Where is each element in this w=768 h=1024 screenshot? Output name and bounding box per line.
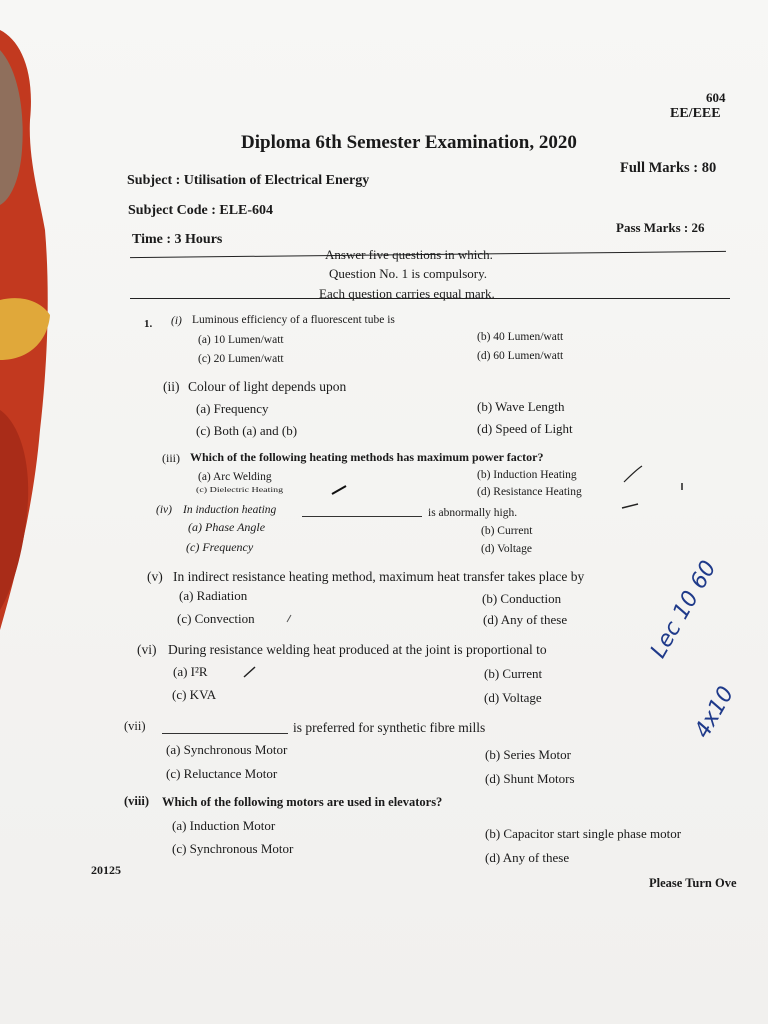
option-d: (d) Resistance Heating: [477, 486, 582, 498]
subq-text: is preferred for synthetic fibre mills: [293, 720, 486, 735]
option-c: (c) Frequency: [186, 540, 254, 554]
option-c: (c) Reluctance Motor: [166, 766, 278, 781]
option-d: (d) Any of these: [483, 612, 568, 627]
subq-text: During resistance welding heat produced at the joint is proportional to: [168, 642, 547, 657]
handwriting-line-2: 4x10: [690, 682, 740, 743]
option-d: (d) Any of these: [485, 850, 570, 865]
pen-tick-mark: [242, 664, 258, 680]
pass-marks: Pass Marks : 26: [616, 220, 705, 235]
option-c: (c) Convection: [177, 611, 255, 626]
pen-tick-mark: [330, 484, 350, 496]
option-d: (d) Speed of Light: [477, 421, 573, 436]
option-a: (a) Induction Motor: [172, 818, 276, 833]
option-c: (c) Synchronous Motor: [172, 841, 294, 856]
option-c: (c) Dielectric Heating: [196, 486, 284, 495]
instruction-rule: [130, 298, 730, 299]
option-b: (b) Current: [484, 666, 543, 681]
option-c: (c) KVA: [172, 687, 217, 702]
subq-num: (i): [171, 315, 182, 327]
subq-num: (ii): [163, 379, 180, 394]
subject-line: Subject : Utilisation of Electrical Energy: [127, 173, 370, 188]
option-c: (c) Both (a) and (b): [196, 423, 298, 438]
option-b: (b) Conduction: [482, 591, 562, 606]
paper-code-top: 604: [706, 90, 726, 105]
option-c: (c) 20 Lumen/watt: [198, 353, 284, 365]
branch-code: EE/EEE: [670, 106, 721, 121]
subq-text: Which of the following heating methods has maximum power factor?: [190, 450, 544, 464]
subq-text: Colour of light depends upon: [188, 379, 347, 394]
full-marks: Full Marks : 80: [620, 160, 717, 176]
subq-text: Which of the following motors are used in elevators?: [162, 795, 443, 809]
subq-num: (iii): [162, 451, 180, 465]
option-a: (a) Arc Welding: [198, 471, 272, 483]
paper-code-footer: 20125: [91, 863, 121, 877]
option-d: (d) Voltage: [484, 690, 542, 705]
pen-tick-mark: [620, 500, 642, 512]
pen-tick-mark: [284, 612, 294, 624]
option-a: (a) I²R: [173, 664, 208, 679]
subq-num: (viii): [124, 794, 149, 808]
blank-line: [162, 733, 288, 734]
subq-num: (iv): [156, 504, 172, 516]
subq-num: (vi): [137, 642, 157, 657]
exam-title: Diploma 6th Semester Examination, 2020: [241, 132, 577, 153]
option-b: (b) Induction Heating: [477, 469, 577, 481]
option-b: (b) Current: [481, 525, 533, 537]
option-b: (b) Series Motor: [485, 747, 571, 762]
handwritten-note: [640, 556, 760, 760]
subq-text-end: is abnormally high.: [428, 507, 518, 519]
background-cloth: [0, 30, 54, 630]
subq-text: Luminous efficiency of a fluorescent tube is: [192, 314, 395, 326]
option-a: (a) Radiation: [179, 588, 248, 603]
subq-text: In indirect resistance heating method, maximum heat transfer takes place by: [173, 569, 585, 584]
pen-tick-mark: [622, 464, 644, 484]
pen-dot-mark: [678, 482, 686, 492]
option-a: (a) Synchronous Motor: [166, 742, 288, 757]
option-b: (b) Wave Length: [477, 399, 565, 414]
instruction-line-3: Each question carries equal mark.: [319, 286, 495, 301]
option-d: (d) 60 Lumen/watt: [477, 350, 564, 362]
subq-text: In induction heating: [183, 504, 277, 516]
instruction-line-2: Question No. 1 is compulsory.: [329, 266, 488, 281]
turn-over-note: Please Turn Ove: [649, 876, 737, 890]
option-b: (b) Capacitor start single phase motor: [485, 826, 682, 841]
option-d: (d) Shunt Motors: [485, 771, 575, 786]
option-a: (a) Phase Angle: [188, 520, 266, 534]
option-a: (a) Frequency: [196, 401, 269, 416]
time-allowed: Time : 3 Hours: [132, 232, 223, 247]
question-number: 1.: [144, 318, 153, 330]
option-d: (d) Voltage: [481, 543, 532, 555]
option-b: (b) 40 Lumen/watt: [477, 331, 564, 343]
handwriting-line-1: Lec 10 60: [646, 556, 722, 663]
subq-num: (v): [147, 569, 163, 584]
blank-line: [302, 516, 422, 517]
subq-num: (vii): [124, 719, 146, 733]
subject-code: Subject Code : ELE-604: [128, 203, 274, 218]
instruction-line-1: Answer five questions in which.: [325, 247, 493, 262]
option-a: (a) 10 Lumen/watt: [198, 334, 284, 346]
